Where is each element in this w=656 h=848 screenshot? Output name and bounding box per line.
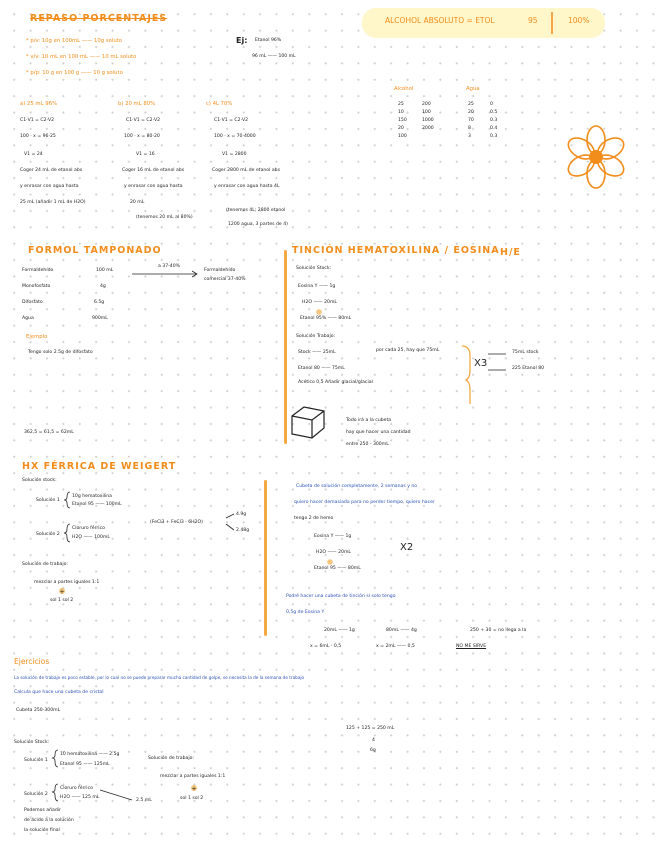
ej-a-l3: V1 = 24 [24, 152, 43, 157]
svg-text:+: + [191, 785, 197, 793]
formol-row-1-a: Formaldehído [22, 268, 54, 273]
tincion-title: TINCIÓN HEMATOXILINA / EOSINA [292, 245, 500, 256]
ej2-s2-item-2: H2O —— 125 mL [60, 795, 100, 800]
ejercicios-cubeta: Cubeta 250-300mL [16, 708, 61, 713]
tabla-cell: 100 [422, 110, 431, 115]
ej2-s2: Solución 2 [24, 792, 48, 797]
tincion-trabajo-label: Solución Trabajo: [296, 334, 336, 339]
tabla-cell: 20 [398, 126, 404, 131]
tincion-res-2: 225 Etanol 80 [512, 366, 545, 371]
tabla-cell: 0.3 [490, 134, 498, 139]
ej-b-l2: 100 · x = 80·20 [124, 134, 160, 139]
ej-a-l2: 100 · x = 96·25 [20, 134, 56, 139]
blue-q-2: 0,5g de Eosina Y [286, 610, 325, 615]
tabla-cell: 25 [468, 102, 474, 107]
formol-row-3-a: Difosfato [22, 300, 43, 305]
ej-b-head: b) 20 mL 80% [118, 101, 156, 107]
hx-stock-label: Solución stock: [22, 478, 57, 483]
cube-note-3: entre 250 - 300mL [346, 442, 389, 447]
ej2-s2-item-1: Cloruro férrico [60, 786, 93, 791]
ej-a-l1: C1·V1 = C2·V2 [20, 118, 55, 123]
formol-row-2-a: Monofosfato [22, 284, 51, 289]
ej-line-1: Etanol 96% [255, 38, 282, 43]
hx-s1-item-2: Etanol 95 —— 100mL [72, 502, 122, 507]
ej-note-11: 1200 agua, 3 partes de 4) [228, 222, 288, 227]
ejercicios-line-1: La solución de trabajo es poco estable, por lo cual no se puede preparar mucha cantidad de golpe, se necesita la de la semana de trabajo [14, 675, 305, 680]
tincion-stock-1: Eosina Y —— 1g [298, 284, 336, 289]
tabla-cell: 0.3 [490, 118, 498, 123]
ej-b-l1: C1·V1 = C2·V2 [126, 118, 161, 123]
blue-q-1: Podré hacer una cubeta de tinción si solo tengo [286, 594, 396, 599]
blue-line-3: tengo 2 de hemo [294, 516, 334, 521]
repaso-title: REPASO PORCENTAJES [30, 13, 168, 24]
ej-note-1: Coger 24 mL de etanol abs [20, 168, 83, 173]
ej-label: Ej: [236, 36, 248, 45]
hx-s1-item-1: 10g hematoxilina [72, 494, 112, 499]
formol-title: FORMOL TAMPONADO [28, 245, 162, 256]
blue-calc-4: x = 6mL · 0,5 [310, 644, 342, 649]
ej-c-head: c) 4L 70% [206, 101, 233, 107]
formol-side-1: Formaldehído [204, 268, 236, 273]
formol-row-4-b: 900mL [92, 316, 108, 321]
ejercicios-calc-2: 4 [372, 738, 375, 743]
repaso-line-3: * p/p: 10 g en 100 g —— 10 g soluto [26, 70, 123, 76]
ej-note-4: Coger 16 mL de etanol abs [122, 168, 185, 173]
hx-formula: (FeCl3 + FeCl3 · 6H2O) [150, 520, 203, 525]
hx-s2-item-1: Cloruro férrico [72, 526, 105, 531]
ej2-s2-val: 2.5 mL [136, 798, 152, 803]
formol-ejemplo-label: Ejemplo [26, 334, 48, 340]
tincion-res-1: 75mL stock [512, 350, 539, 355]
ej2-s2-note-3: la solución final [24, 828, 60, 833]
hx-s2-item-2: H2O —— 100mL [72, 535, 110, 540]
tabla-cell: 3 [468, 134, 471, 139]
tincion-stock-label: Solución Stock: [296, 266, 332, 271]
ej-note-10: (tenemos 4L; 2800 etanol [226, 208, 286, 213]
ej-line-2: 96 mL —— 100 mL [252, 54, 296, 59]
tabla-cell: 150 [398, 118, 407, 123]
tabla-cell: 200 [422, 102, 431, 107]
ejercicios-line-2: Calcula que hace una cubeta de cristal [14, 690, 104, 695]
tincion-note: por cada 25, hay que 75mL [376, 348, 440, 353]
tabla-cell: 0 [490, 102, 493, 107]
blue-item-1: Eosina Y —— 1g [314, 534, 352, 539]
tincion-he: H/E [500, 247, 521, 258]
tincion-trabajo-3: Acético 0,5 Añadir glacial/glacial [298, 380, 373, 385]
hx-trabajo-line: mezclar a partes iguales 1:1 [34, 580, 100, 585]
repaso-line-1: * p/v: 10g en 100mL —— 10g soluto [26, 38, 122, 44]
formol-result: 362,5 = 61,5 = 62mL [24, 430, 74, 435]
ej-note-8: Coger 2800 mL de etanol abs [212, 168, 280, 173]
blue-line-1: Cubeta de solución completamente, 2 semanas y no [296, 484, 418, 489]
alcohol-box-percent: 100% [568, 16, 590, 25]
formol-row-2-b: 4g [100, 284, 106, 289]
hx-trabajo-sub: sol 1 sol 2 [50, 598, 74, 603]
cube-note-2: hay que hacer una cantidad [346, 430, 411, 435]
hx-s2: Solución 2 [36, 532, 60, 537]
tabla-header-1: Alcohol [394, 86, 414, 92]
tabla-cell: 25 [398, 102, 404, 107]
ej2-stock-label: Solución Stock: [14, 740, 50, 745]
blue-item-2: H2O —— 20mL [316, 550, 351, 555]
ej2-s1-item-1: 10 hematoxilina —— 2.5g [60, 752, 120, 757]
hx-s1: Solución 1 [36, 498, 60, 503]
hx-trabajo-label: Solución de trabajo: [22, 562, 68, 567]
blue-calc-1: 20mL —— 1g [324, 628, 355, 633]
cube-note-1: Todo irá a la cubeta [346, 418, 392, 423]
ej2-marks [0, 0, 300, 848]
tabla-cell: 100 [398, 134, 407, 139]
blue-calc-5: x = 2mL —— 0,5 [376, 644, 415, 649]
ej2-s1: Solución 1 [24, 758, 48, 763]
tincion-trabajo-1: Stock —— 25mL [298, 350, 336, 355]
ej2-trabajo-label: Solución de trabajo: [148, 756, 194, 761]
ej-a-head: a) 25 mL 96% [20, 101, 57, 107]
tabla-cell: 2000 [422, 126, 434, 131]
tabla-cell: 8 [468, 126, 471, 131]
ejercicios-title: Ejercicios [14, 657, 50, 666]
alcohol-box-text: ALCOHOL ABSOLUTO = ETOL [385, 16, 495, 25]
ej-note-7: (tenemos 20 mL al 80%) [136, 215, 193, 220]
ej2-sol-label: sol 1 sol 2 [180, 796, 204, 801]
hx-formula-r2: 2.48g [236, 528, 250, 533]
blue-x2: X2 [400, 542, 414, 553]
formol-row-1-b: 100 mL [96, 268, 114, 273]
ej2-s2-note-2: de ácido a la solución [24, 818, 74, 823]
blue-calc-3: 250 + 30 = no llega a la [470, 628, 527, 633]
tabla-cell: 10 [398, 110, 404, 115]
tincion-x3: X3 [474, 358, 488, 369]
hx-formula-r1: 4.9g [236, 512, 247, 517]
formol-row-3-b: 6.5g [94, 300, 105, 305]
tabla-cell: 0.4 [490, 126, 498, 131]
ej-c-l2: 100 · x = 70·4000 [214, 134, 256, 139]
ej-note-3: 25 mL (añadir 1 mL de H2O) [20, 200, 86, 205]
ejercicios-calc: 125 + 125 = 250 mL [346, 726, 395, 731]
ejercicios-calc-3: 6g [370, 748, 376, 753]
tincion-stock-3: Etanol 95% —— 80mL [300, 316, 352, 321]
ej-c-l3: V1 = 2800 [222, 152, 247, 157]
formol-arrow-note: a 37-40% [158, 264, 180, 269]
ej-note-6: 20 mL [130, 200, 145, 205]
tabla-header-2: Agua [466, 86, 480, 92]
ej2-s2-note-1: Podemos añadir [24, 808, 61, 813]
hx-title: HX FÉRRICA DE WEIGERT [22, 461, 177, 472]
alcohol-box-value: 95 [528, 16, 538, 25]
tabla-cell: 1000 [422, 118, 434, 123]
formol-ejemplo: Tengo solo 2.5g de difosfato [28, 350, 93, 355]
blue-calc-2: 80mL —— 4g [386, 628, 417, 633]
tincion-trabajo-2: Etanol 80 —— 75mL [298, 366, 345, 371]
ej-note-5: y enrasar con agua hasta [124, 184, 183, 189]
formol-side-2: comercial 37-40% [204, 277, 246, 282]
ej2-trabajo-line: mezclar a partes iguales 1:1 [160, 774, 226, 779]
ej-note-2: y enrasar con agua hasta [20, 184, 79, 189]
repaso-line-2: * v/v: 10 mL en 100 mL —— 10 mL soluto [26, 54, 137, 60]
tabla-cell: 70 [468, 118, 474, 123]
formol-row-4-a: Agua [22, 316, 34, 321]
ej-b-l3: V1 = 16 [136, 152, 155, 157]
svg-text:+: + [59, 588, 65, 596]
blue-calc-6: NO ME SIRVE [456, 644, 487, 649]
blue-item-3: Etanol 95 —— 80mL [314, 566, 361, 571]
blue-line-2: quiero hacer demasiada para no perder tiempo, quiero hacer [294, 500, 435, 505]
ej-note-9: y enrasar con agua hasta 4L [214, 184, 280, 189]
ej-c-l1: C1·V1 = C2·V2 [214, 118, 249, 123]
tabla-cell: 0.5 [490, 110, 498, 115]
tabla-cell: 20 [468, 110, 474, 115]
tincion-stock-2: H2O —— 20mL [302, 300, 337, 305]
ej2-s1-item-2: Etanol 95 —— 125mL [60, 762, 110, 767]
